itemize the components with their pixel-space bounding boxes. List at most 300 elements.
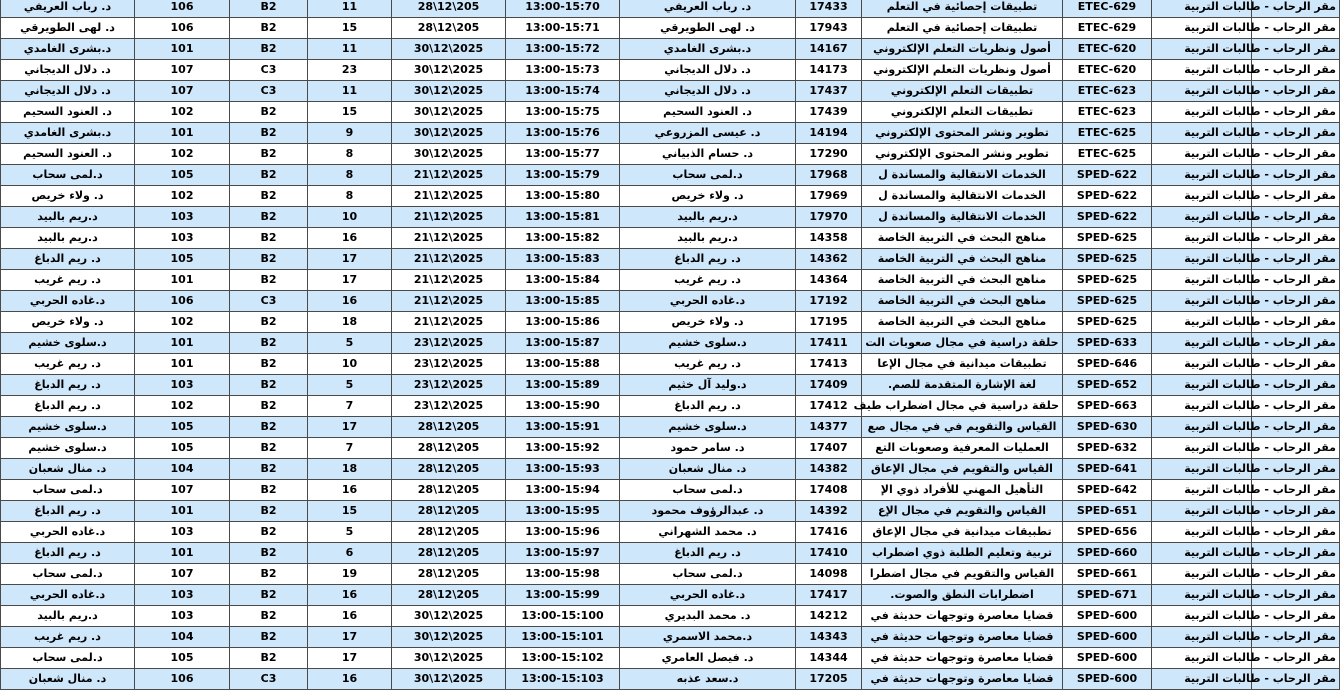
course-code-cell[interactable]: ETEC-623 <box>1063 81 1152 102</box>
course-code-cell[interactable]: SPED-660 <box>1063 543 1152 564</box>
campus-cell[interactable]: مقر الرحاب - طالبات <box>1252 18 1340 39</box>
room-cell[interactable]: 104 <box>135 459 230 480</box>
student-count-cell[interactable]: 5 <box>308 333 392 354</box>
student-count-cell[interactable]: 8 <box>308 186 392 207</box>
course-code-cell[interactable]: SPED-625 <box>1063 291 1152 312</box>
campus-cell[interactable]: مقر الرحاب - طالبات <box>1252 585 1340 606</box>
date-cell[interactable]: 28\12\205 <box>392 522 506 543</box>
course-title-cell[interactable]: الخدمات الانتقالية والمساندة ل <box>862 165 1063 186</box>
building-cell[interactable]: B2 <box>230 270 308 291</box>
building-cell[interactable]: C3 <box>230 291 308 312</box>
course-title-cell[interactable]: مناهج البحث في التربية الخاصة <box>862 312 1063 333</box>
campus-cell[interactable]: مقر الرحاب - طالبات <box>1252 312 1340 333</box>
supervisor-cell[interactable]: د. ولاء خريص <box>1 312 135 333</box>
campus-cell[interactable]: مقر الرحاب - طالبات <box>1252 501 1340 522</box>
room-cell[interactable]: 103 <box>135 606 230 627</box>
section-cell[interactable]: 17192 <box>796 291 862 312</box>
supervisor-cell[interactable]: د.سلوى خشيم <box>1 417 135 438</box>
course-title-cell[interactable]: قضايا معاصرة وتوجهات حديثة في <box>862 648 1063 669</box>
college-cell[interactable]: التربية <box>1152 144 1252 165</box>
time-cell[interactable]: 13:00-15:79 <box>506 165 620 186</box>
campus-cell[interactable]: مقر الرحاب - طالبات <box>1252 669 1340 690</box>
building-cell[interactable]: B2 <box>230 396 308 417</box>
supervisor-cell[interactable]: د. العنود السحيم <box>1 144 135 165</box>
course-code-cell[interactable]: SPED-661 <box>1063 564 1152 585</box>
time-cell[interactable]: 13:00-15:93 <box>506 459 620 480</box>
time-cell[interactable]: 13:00-15:72 <box>506 39 620 60</box>
campus-cell[interactable]: مقر الرحاب - طالبات <box>1252 459 1340 480</box>
room-cell[interactable]: 102 <box>135 186 230 207</box>
supervisor-cell[interactable]: د. ريم الدباغ <box>1 501 135 522</box>
course-title-cell[interactable]: تطوير ونشر المحتوى الإلكتروني <box>862 144 1063 165</box>
room-cell[interactable]: 106 <box>135 0 230 18</box>
time-cell[interactable]: 13:00-15:73 <box>506 60 620 81</box>
building-cell[interactable]: B2 <box>230 585 308 606</box>
supervisor-cell[interactable]: د.غاده الحربي <box>1 585 135 606</box>
campus-cell[interactable]: مقر الرحاب - طالبات <box>1252 0 1340 18</box>
student-count-cell[interactable]: 10 <box>308 207 392 228</box>
campus-cell[interactable]: مقر الرحاب - طالبات <box>1252 543 1340 564</box>
college-cell[interactable]: التربية <box>1152 606 1252 627</box>
section-cell[interactable]: 14377 <box>796 417 862 438</box>
building-cell[interactable]: B2 <box>230 438 308 459</box>
supervisor-cell[interactable]: د.لمى سحاب <box>1 648 135 669</box>
instructor-cell[interactable]: د. عبدالرؤوف محمود <box>620 501 796 522</box>
course-code-cell[interactable]: ETEC-625 <box>1063 123 1152 144</box>
date-cell[interactable]: 28\12\205 <box>392 501 506 522</box>
building-cell[interactable]: B2 <box>230 375 308 396</box>
instructor-cell[interactable]: د. محمد البديري <box>620 606 796 627</box>
college-cell[interactable]: التربية <box>1152 123 1252 144</box>
room-cell[interactable]: 107 <box>135 480 230 501</box>
time-cell[interactable]: 13:00-15:97 <box>506 543 620 564</box>
college-cell[interactable]: التربية <box>1152 333 1252 354</box>
campus-cell[interactable]: مقر الرحاب - طالبات <box>1252 438 1340 459</box>
student-count-cell[interactable]: 8 <box>308 144 392 165</box>
date-cell[interactable]: 30\12\2025 <box>392 81 506 102</box>
room-cell[interactable]: 101 <box>135 270 230 291</box>
college-cell[interactable]: التربية <box>1152 312 1252 333</box>
room-cell[interactable]: 101 <box>135 354 230 375</box>
supervisor-cell[interactable]: د. ريم الدباغ <box>1 396 135 417</box>
date-cell[interactable]: 21\12\2025 <box>392 291 506 312</box>
course-code-cell[interactable]: SPED-622 <box>1063 207 1152 228</box>
section-cell[interactable]: 17413 <box>796 354 862 375</box>
instructor-cell[interactable]: د.ريم بالبيد <box>620 228 796 249</box>
course-code-cell[interactable]: ETEC-629 <box>1063 0 1152 18</box>
date-cell[interactable]: 23\12\2025 <box>392 333 506 354</box>
instructor-cell[interactable]: د. ريم الدباغ <box>620 543 796 564</box>
room-cell[interactable]: 102 <box>135 312 230 333</box>
student-count-cell[interactable]: 15 <box>308 18 392 39</box>
course-title-cell[interactable]: تطبيقات إحصائية في التعلم <box>862 18 1063 39</box>
college-cell[interactable]: التربية <box>1152 81 1252 102</box>
section-cell[interactable]: 14173 <box>796 60 862 81</box>
instructor-cell[interactable]: د. ريم الدباغ <box>620 396 796 417</box>
time-cell[interactable]: 13:00-15:85 <box>506 291 620 312</box>
room-cell[interactable]: 102 <box>135 144 230 165</box>
supervisor-cell[interactable]: د.سلوى خشيم <box>1 333 135 354</box>
time-cell[interactable]: 13:00-15:94 <box>506 480 620 501</box>
student-count-cell[interactable]: 17 <box>308 417 392 438</box>
room-cell[interactable]: 106 <box>135 18 230 39</box>
college-cell[interactable]: التربية <box>1152 459 1252 480</box>
course-code-cell[interactable]: SPED-632 <box>1063 438 1152 459</box>
building-cell[interactable]: B2 <box>230 543 308 564</box>
supervisor-cell[interactable]: د. دلال الديجاني <box>1 81 135 102</box>
instructor-cell[interactable]: د. دلال الديجاني <box>620 60 796 81</box>
date-cell[interactable]: 28\12\205 <box>392 585 506 606</box>
college-cell[interactable]: التربية <box>1152 522 1252 543</box>
section-cell[interactable]: 17408 <box>796 480 862 501</box>
building-cell[interactable]: B2 <box>230 648 308 669</box>
time-cell[interactable]: 13:00-15:102 <box>506 648 620 669</box>
section-cell[interactable]: 14212 <box>796 606 862 627</box>
building-cell[interactable]: B2 <box>230 144 308 165</box>
building-cell[interactable]: B2 <box>230 606 308 627</box>
instructor-cell[interactable]: د.محمد الاسمري <box>620 627 796 648</box>
section-cell[interactable]: 14194 <box>796 123 862 144</box>
campus-cell[interactable]: مقر الرحاب - طالبات <box>1252 375 1340 396</box>
instructor-cell[interactable]: د. لهى الطويرقي <box>620 18 796 39</box>
course-code-cell[interactable]: ETEC-620 <box>1063 39 1152 60</box>
room-cell[interactable]: 103 <box>135 522 230 543</box>
date-cell[interactable]: 21\12\2025 <box>392 186 506 207</box>
room-cell[interactable]: 101 <box>135 333 230 354</box>
section-cell[interactable]: 17437 <box>796 81 862 102</box>
student-count-cell[interactable]: 11 <box>308 0 392 18</box>
course-title-cell[interactable]: العمليات المعرفية وصعوبات التع <box>862 438 1063 459</box>
section-cell[interactable]: 14358 <box>796 228 862 249</box>
supervisor-cell[interactable]: د. ريم غريب <box>1 627 135 648</box>
campus-cell[interactable]: مقر الرحاب - طالبات <box>1252 165 1340 186</box>
date-cell[interactable]: 28\12\205 <box>392 0 506 18</box>
section-cell[interactable]: 14392 <box>796 501 862 522</box>
campus-cell[interactable]: مقر الرحاب - طالبات <box>1252 144 1340 165</box>
course-title-cell[interactable]: تطوير ونشر المحتوى الإلكتروني <box>862 123 1063 144</box>
college-cell[interactable]: التربية <box>1152 18 1252 39</box>
section-cell[interactable]: 17969 <box>796 186 862 207</box>
instructor-cell[interactable]: د. منال شعبان <box>620 459 796 480</box>
section-cell[interactable]: 14362 <box>796 249 862 270</box>
building-cell[interactable]: B2 <box>230 417 308 438</box>
supervisor-cell[interactable]: د. العنود السحيم <box>1 102 135 123</box>
time-cell[interactable]: 13:00-15:81 <box>506 207 620 228</box>
supervisor-cell[interactable]: د.غاده الحربي <box>1 522 135 543</box>
date-cell[interactable]: 21\12\2025 <box>392 249 506 270</box>
student-count-cell[interactable]: 6 <box>308 543 392 564</box>
date-cell[interactable]: 28\12\205 <box>392 459 506 480</box>
time-cell[interactable]: 13:00-15:89 <box>506 375 620 396</box>
supervisor-cell[interactable]: د.غاده الحربي <box>1 291 135 312</box>
room-cell[interactable]: 102 <box>135 396 230 417</box>
section-cell[interactable]: 17970 <box>796 207 862 228</box>
college-cell[interactable]: التربية <box>1152 165 1252 186</box>
room-cell[interactable]: 106 <box>135 669 230 690</box>
campus-cell[interactable]: مقر الرحاب - طالبات <box>1252 354 1340 375</box>
supervisor-cell[interactable]: د. دلال الديجاني <box>1 60 135 81</box>
course-code-cell[interactable]: SPED-641 <box>1063 459 1152 480</box>
section-cell[interactable]: 17205 <box>796 669 862 690</box>
instructor-cell[interactable]: د.وليد آل خثيم <box>620 375 796 396</box>
date-cell[interactable]: 30\12\2025 <box>392 60 506 81</box>
supervisor-cell[interactable]: د.سلوى خشيم <box>1 438 135 459</box>
course-code-cell[interactable]: SPED-625 <box>1063 270 1152 291</box>
student-count-cell[interactable]: 19 <box>308 564 392 585</box>
time-cell[interactable]: 13:00-15:70 <box>506 0 620 18</box>
college-cell[interactable]: التربية <box>1152 291 1252 312</box>
date-cell[interactable]: 21\12\2025 <box>392 228 506 249</box>
time-cell[interactable]: 13:00-15:83 <box>506 249 620 270</box>
room-cell[interactable]: 102 <box>135 102 230 123</box>
college-cell[interactable]: التربية <box>1152 627 1252 648</box>
student-count-cell[interactable]: 7 <box>308 396 392 417</box>
college-cell[interactable]: التربية <box>1152 39 1252 60</box>
course-title-cell[interactable]: القياس والتقويم في مجال الإع <box>862 501 1063 522</box>
student-count-cell[interactable]: 17 <box>308 648 392 669</box>
college-cell[interactable]: التربية <box>1152 207 1252 228</box>
student-count-cell[interactable]: 16 <box>308 291 392 312</box>
campus-cell[interactable]: مقر الرحاب - طالبات <box>1252 39 1340 60</box>
section-cell[interactable]: 17290 <box>796 144 862 165</box>
course-code-cell[interactable]: SPED-625 <box>1063 249 1152 270</box>
room-cell[interactable]: 101 <box>135 39 230 60</box>
supervisor-cell[interactable]: د.ريم بالبيد <box>1 228 135 249</box>
date-cell[interactable]: 30\12\2025 <box>392 627 506 648</box>
room-cell[interactable]: 105 <box>135 165 230 186</box>
student-count-cell[interactable]: 8 <box>308 165 392 186</box>
course-title-cell[interactable]: لغة الإشارة المتقدمة للصم. <box>862 375 1063 396</box>
instructor-cell[interactable]: د. العنود السحيم <box>620 102 796 123</box>
time-cell[interactable]: 13:00-15:90 <box>506 396 620 417</box>
course-code-cell[interactable]: SPED-652 <box>1063 375 1152 396</box>
room-cell[interactable]: 103 <box>135 585 230 606</box>
course-title-cell[interactable]: تربية وتعليم الطلبة ذوي اضطراب <box>862 543 1063 564</box>
section-cell[interactable]: 17411 <box>796 333 862 354</box>
date-cell[interactable]: 21\12\2025 <box>392 270 506 291</box>
course-code-cell[interactable]: SPED-625 <box>1063 312 1152 333</box>
building-cell[interactable]: B2 <box>230 186 308 207</box>
date-cell[interactable]: 30\12\2025 <box>392 123 506 144</box>
instructor-cell[interactable]: د.غاده الحربي <box>620 291 796 312</box>
building-cell[interactable]: B2 <box>230 207 308 228</box>
building-cell[interactable]: B2 <box>230 627 308 648</box>
room-cell[interactable]: 105 <box>135 438 230 459</box>
building-cell[interactable]: B2 <box>230 564 308 585</box>
room-cell[interactable]: 104 <box>135 627 230 648</box>
student-count-cell[interactable]: 16 <box>308 669 392 690</box>
instructor-cell[interactable]: د. رباب العريفي <box>620 0 796 18</box>
course-code-cell[interactable]: SPED-656 <box>1063 522 1152 543</box>
date-cell[interactable]: 30\12\2025 <box>392 39 506 60</box>
supervisor-cell[interactable]: د. ريم غريب <box>1 270 135 291</box>
date-cell[interactable]: 21\12\2025 <box>392 312 506 333</box>
time-cell[interactable]: 13:00-15:95 <box>506 501 620 522</box>
date-cell[interactable]: 23\12\2025 <box>392 375 506 396</box>
student-count-cell[interactable]: 16 <box>308 585 392 606</box>
student-count-cell[interactable]: 15 <box>308 501 392 522</box>
instructor-cell[interactable]: د.لمى سحاب <box>620 480 796 501</box>
building-cell[interactable]: B2 <box>230 354 308 375</box>
college-cell[interactable]: التربية <box>1152 438 1252 459</box>
campus-cell[interactable]: مقر الرحاب - طالبات <box>1252 291 1340 312</box>
college-cell[interactable]: التربية <box>1152 543 1252 564</box>
section-cell[interactable]: 17410 <box>796 543 862 564</box>
campus-cell[interactable]: مقر الرحاب - طالبات <box>1252 102 1340 123</box>
course-title-cell[interactable]: القياس والتقويم في مجال الإعاق <box>862 459 1063 480</box>
time-cell[interactable]: 13:00-15:71 <box>506 18 620 39</box>
time-cell[interactable]: 13:00-15:103 <box>506 669 620 690</box>
student-count-cell[interactable]: 5 <box>308 375 392 396</box>
instructor-cell[interactable]: د.غاده الحربي <box>620 585 796 606</box>
college-cell[interactable]: التربية <box>1152 60 1252 81</box>
course-title-cell[interactable]: تطبيقات ميدانية في مجال الإعا <box>862 354 1063 375</box>
time-cell[interactable]: 13:00-15:84 <box>506 270 620 291</box>
room-cell[interactable]: 105 <box>135 249 230 270</box>
college-cell[interactable]: التربية <box>1152 480 1252 501</box>
course-code-cell[interactable]: SPED-663 <box>1063 396 1152 417</box>
course-title-cell[interactable]: الخدمات الانتقالية والمساندة ل <box>862 207 1063 228</box>
section-cell[interactable]: 14343 <box>796 627 862 648</box>
section-cell[interactable]: 17439 <box>796 102 862 123</box>
course-code-cell[interactable]: ETEC-629 <box>1063 18 1152 39</box>
course-title-cell[interactable]: أصول ونظريات التعلم الإلكتروني <box>862 39 1063 60</box>
course-title-cell[interactable]: تطبيقات التعلم الإلكتروني <box>862 102 1063 123</box>
college-cell[interactable]: التربية <box>1152 501 1252 522</box>
room-cell[interactable]: 101 <box>135 123 230 144</box>
section-cell[interactable]: 17417 <box>796 585 862 606</box>
campus-cell[interactable]: مقر الرحاب - طالبات <box>1252 333 1340 354</box>
course-code-cell[interactable]: ETEC-620 <box>1063 60 1152 81</box>
section-cell[interactable]: 17195 <box>796 312 862 333</box>
supervisor-cell[interactable]: د. ريم غريب <box>1 354 135 375</box>
course-code-cell[interactable]: SPED-600 <box>1063 648 1152 669</box>
section-cell[interactable]: 17412 <box>796 396 862 417</box>
building-cell[interactable]: B2 <box>230 102 308 123</box>
student-count-cell[interactable]: 17 <box>308 270 392 291</box>
date-cell[interactable]: 28\12\205 <box>392 564 506 585</box>
room-cell[interactable]: 105 <box>135 417 230 438</box>
supervisor-cell[interactable]: د. منال شعبان <box>1 669 135 690</box>
college-cell[interactable]: التربية <box>1152 0 1252 18</box>
course-title-cell[interactable]: مناهج البحث في التربية الخاصة <box>862 291 1063 312</box>
section-cell[interactable]: 14344 <box>796 648 862 669</box>
student-count-cell[interactable]: 17 <box>308 249 392 270</box>
instructor-cell[interactable]: د. حسام الذبياني <box>620 144 796 165</box>
student-count-cell[interactable]: 10 <box>308 354 392 375</box>
supervisor-cell[interactable]: د.لمى سحاب <box>1 480 135 501</box>
college-cell[interactable]: التربية <box>1152 354 1252 375</box>
date-cell[interactable]: 23\12\2025 <box>392 354 506 375</box>
instructor-cell[interactable]: د. ولاء خريص <box>620 312 796 333</box>
college-cell[interactable]: التربية <box>1152 417 1252 438</box>
building-cell[interactable]: B2 <box>230 333 308 354</box>
date-cell[interactable]: 30\12\2025 <box>392 606 506 627</box>
building-cell[interactable]: B2 <box>230 249 308 270</box>
student-count-cell[interactable]: 5 <box>308 522 392 543</box>
course-title-cell[interactable]: حلقة دراسية في مجال صعوبات الت <box>862 333 1063 354</box>
room-cell[interactable]: 105 <box>135 648 230 669</box>
college-cell[interactable]: التربية <box>1152 585 1252 606</box>
instructor-cell[interactable]: د. محمد الشهراني <box>620 522 796 543</box>
date-cell[interactable]: 28\12\205 <box>392 18 506 39</box>
building-cell[interactable]: C3 <box>230 60 308 81</box>
room-cell[interactable]: 101 <box>135 501 230 522</box>
instructor-cell[interactable]: د. عيسى المزروعي <box>620 123 796 144</box>
instructor-cell[interactable]: د. ريم غريب <box>620 270 796 291</box>
student-count-cell[interactable]: 18 <box>308 312 392 333</box>
student-count-cell[interactable]: 11 <box>308 39 392 60</box>
student-count-cell[interactable]: 16 <box>308 606 392 627</box>
date-cell[interactable]: 28\12\205 <box>392 543 506 564</box>
supervisor-cell[interactable]: د. منال شعبان <box>1 459 135 480</box>
supervisor-cell[interactable]: د.بشرى الغامدي <box>1 39 135 60</box>
instructor-cell[interactable]: د. دلال الديجاني <box>620 81 796 102</box>
time-cell[interactable]: 13:00-15:98 <box>506 564 620 585</box>
instructor-cell[interactable]: د. ريم غريب <box>620 354 796 375</box>
section-cell[interactable]: 14364 <box>796 270 862 291</box>
campus-cell[interactable]: مقر الرحاب - طالبات <box>1252 396 1340 417</box>
building-cell[interactable]: B2 <box>230 228 308 249</box>
course-code-cell[interactable]: ETEC-625 <box>1063 144 1152 165</box>
date-cell[interactable]: 30\12\2025 <box>392 144 506 165</box>
time-cell[interactable]: 13:00-15:75 <box>506 102 620 123</box>
campus-cell[interactable]: مقر الرحاب - طالبات <box>1252 228 1340 249</box>
date-cell[interactable]: 30\12\2025 <box>392 648 506 669</box>
time-cell[interactable]: 13:00-15:74 <box>506 81 620 102</box>
college-cell[interactable]: التربية <box>1152 669 1252 690</box>
room-cell[interactable]: 107 <box>135 60 230 81</box>
course-code-cell[interactable]: SPED-622 <box>1063 186 1152 207</box>
course-title-cell[interactable]: مناهج البحث في التربية الخاصة <box>862 249 1063 270</box>
building-cell[interactable]: B2 <box>230 312 308 333</box>
date-cell[interactable]: 21\12\2025 <box>392 207 506 228</box>
campus-cell[interactable]: مقر الرحاب - طالبات <box>1252 207 1340 228</box>
time-cell[interactable]: 13:00-15:76 <box>506 123 620 144</box>
college-cell[interactable]: التربية <box>1152 249 1252 270</box>
instructor-cell[interactable]: د.لمى سحاب <box>620 564 796 585</box>
course-code-cell[interactable]: SPED-600 <box>1063 669 1152 690</box>
date-cell[interactable]: 23\12\2025 <box>392 396 506 417</box>
campus-cell[interactable]: مقر الرحاب - طالبات <box>1252 648 1340 669</box>
room-cell[interactable]: 106 <box>135 291 230 312</box>
course-title-cell[interactable]: قضايا معاصرة وتوجهات حديثة في <box>862 627 1063 648</box>
instructor-cell[interactable]: د. ولاء خريص <box>620 186 796 207</box>
room-cell[interactable]: 103 <box>135 375 230 396</box>
student-count-cell[interactable]: 18 <box>308 459 392 480</box>
student-count-cell[interactable]: 9 <box>308 123 392 144</box>
section-cell[interactable]: 17943 <box>796 18 862 39</box>
instructor-cell[interactable]: د.سلوى خشيم <box>620 333 796 354</box>
section-cell[interactable]: 17433 <box>796 0 862 18</box>
course-title-cell[interactable]: القياس والتقويم في مجال اضطرا <box>862 564 1063 585</box>
supervisor-cell[interactable]: د. ريم الدباغ <box>1 375 135 396</box>
section-cell[interactable]: 14098 <box>796 564 862 585</box>
instructor-cell[interactable]: د.ريم بالبيد <box>620 207 796 228</box>
room-cell[interactable]: 103 <box>135 228 230 249</box>
building-cell[interactable]: B2 <box>230 18 308 39</box>
date-cell[interactable]: 30\12\2025 <box>392 102 506 123</box>
course-title-cell[interactable]: مناهج البحث في التربية الخاصة <box>862 228 1063 249</box>
building-cell[interactable]: B2 <box>230 0 308 18</box>
room-cell[interactable]: 103 <box>135 207 230 228</box>
instructor-cell[interactable]: د. ريم الدباغ <box>620 249 796 270</box>
course-code-cell[interactable]: SPED-600 <box>1063 627 1152 648</box>
time-cell[interactable]: 13:00-15:99 <box>506 585 620 606</box>
time-cell[interactable]: 13:00-15:91 <box>506 417 620 438</box>
section-cell[interactable]: 14167 <box>796 39 862 60</box>
date-cell[interactable]: 30\12\2025 <box>392 669 506 690</box>
